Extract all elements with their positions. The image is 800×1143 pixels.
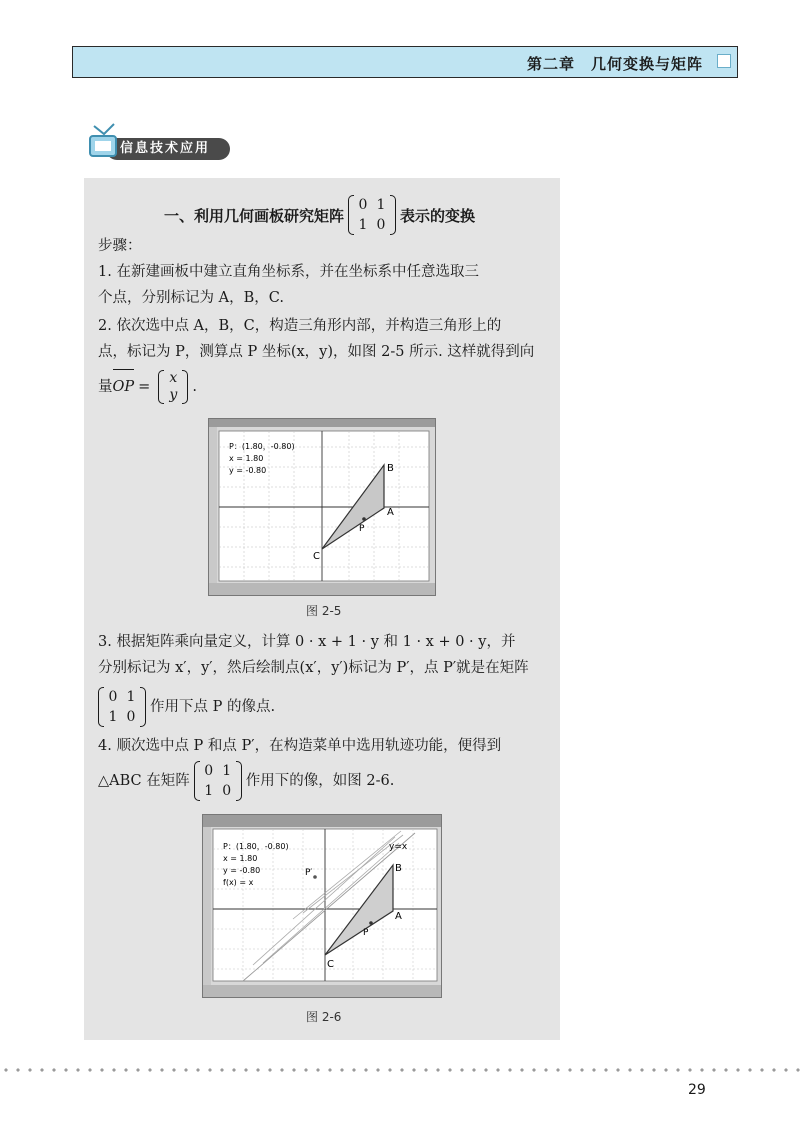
fig1-label-b: B: [387, 463, 394, 474]
header-square-icon: [717, 54, 731, 68]
fig1-label-p: P: [359, 524, 365, 534]
fig1-label-c: C: [313, 551, 320, 562]
fig2-readout-x: x = 1.80: [223, 854, 258, 863]
step3-line1: 3. 根据矩阵乘向量定义，计算 0 · x + 1 · y 和 1 · x + 0 · y，并: [98, 634, 516, 650]
fig2-label-a: A: [395, 911, 402, 922]
step4-line2: △ABC 在矩阵 0 1 1 0 作用下的像，如图 2-6.: [98, 763, 395, 799]
matrix-step4: 0 1 1 0: [194, 761, 242, 801]
fig2-line-label: y=x: [389, 842, 408, 852]
matrix-step3: 0 1 1 0: [98, 687, 146, 727]
step3-line3: 0 1 1 0 作用下点 P 的像点.: [98, 684, 550, 730]
info-tech-panel: [84, 178, 560, 1040]
vector-op: OP: [112, 378, 135, 395]
fig1-readout-y: y = -0.80: [229, 466, 267, 475]
fig2-readout-p: P：(1.80，-0.80): [223, 842, 289, 851]
computer-icon: [88, 122, 122, 160]
section-badge: [88, 122, 230, 162]
matrix-title: 0 1 1 0: [348, 195, 396, 235]
step2-line3: 量 OP = x y .: [98, 370, 197, 403]
fig2-readout-f: f(x) = x: [223, 878, 254, 887]
step1-line1: 1. 在新建画板中建立直角坐标系，并在坐标系中任意选取三: [98, 264, 479, 280]
fig2-label-p-prime: P′: [305, 868, 313, 878]
figure-2-5-svg: [209, 419, 435, 595]
article-title: 一、利用几何画板研究矩阵 0 1 1 0 表示的变换: [164, 197, 476, 233]
fig1-readout-x: x = 1.80: [229, 454, 264, 463]
figure-2-5: [208, 418, 436, 596]
fig1-readout-p: P：(1.80，-0.80): [229, 442, 295, 451]
vector-xy: x y: [158, 370, 188, 404]
figure-2-5-caption: 图 2-5: [306, 604, 342, 618]
chapter-header-bar: [72, 46, 738, 78]
chapter-title: 第二章 几何变换与矩阵: [526, 55, 703, 73]
fig2-label-b: B: [395, 863, 402, 874]
fig1-label-a: A: [387, 507, 394, 518]
steps-heading: 步骤：: [98, 238, 142, 254]
step1-line2: 个点，分别标记为 A，B，C.: [98, 290, 284, 306]
fig2-readout-y: y = -0.80: [223, 866, 261, 875]
step3-line2: 分别标记为 x′，y′，然后绘制点(x′，y′)标记为 P′，点 P′就是在矩阵: [98, 660, 529, 676]
step4-line1: 4. 顺次选中点 P 和点 P′，在构造菜单中选用轨迹功能，便得到: [98, 738, 502, 754]
figure-2-6-caption: 图 2-6: [306, 1010, 342, 1024]
step2-line2: 点，标记为 P，测算点 P 坐标(x，y)，如图 2-5 所示. 这样就得到向: [98, 344, 535, 360]
page-number: 29: [688, 1082, 706, 1098]
footer-dotted-rule: [0, 1068, 800, 1072]
figure-2-6: [202, 814, 442, 998]
figure-2-6-svg: [203, 815, 441, 997]
step2-line1: 2. 依次选中点 A，B，C，构造三角形内部，并构造三角形上的: [98, 318, 502, 334]
fig2-label-c: C: [327, 959, 334, 970]
fig2-label-p: P: [363, 928, 369, 938]
section-badge-label: 信息技术应用: [106, 138, 230, 160]
